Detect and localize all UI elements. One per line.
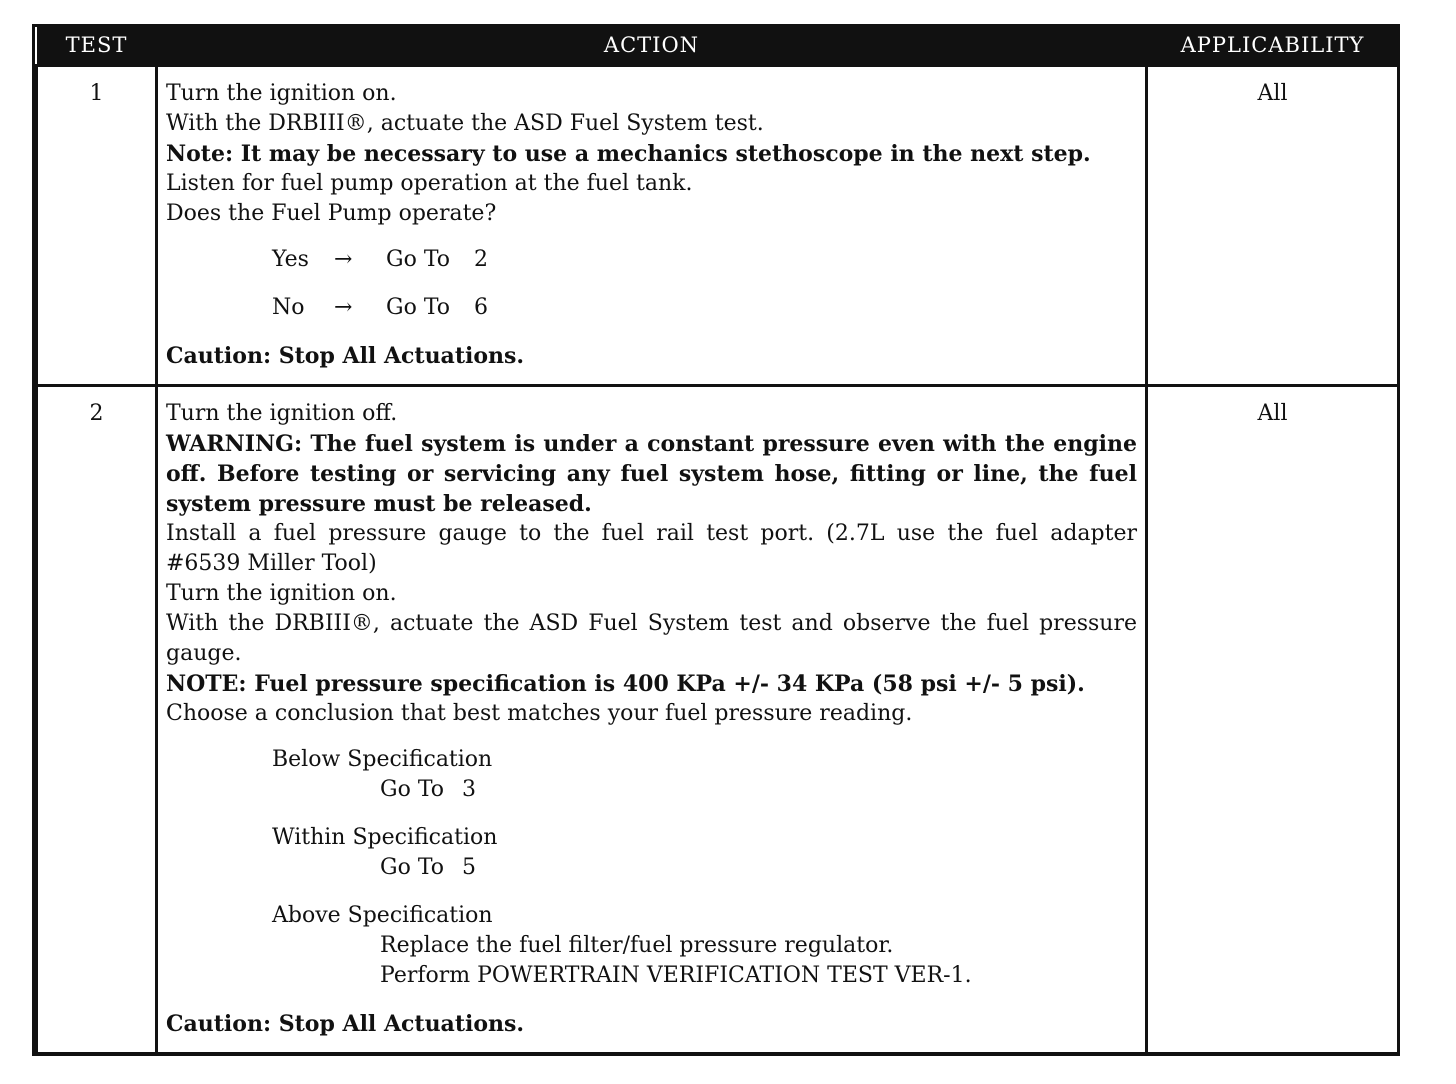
choice-target: 3 [462,776,477,802]
conclusion-step: Replace the fuel filter/fuel pressure regulator. [380,932,894,958]
action-line: Turn the ignition off. [166,400,398,426]
choice-no [272,293,1137,323]
choice-answer: Yes [272,246,309,272]
choice-yes [272,245,1137,275]
conclusion-step: Perform POWERTRAIN VERIFICATION TEST VER-1. [380,962,972,988]
table-header-row [37,27,1399,65]
table-row-test-1 [37,65,1399,385]
conclusion-goto [272,853,1137,883]
choice-list [166,245,1137,323]
choice-goto: Go To [380,776,445,802]
action-cell [157,385,1147,1053]
action-line: With the DRBIII®, actuate the ASD Fuel System test. [166,110,764,136]
choice-goto: Go To [386,294,451,320]
action-line: Listen for fuel pump operation at the fuel tank. [166,170,693,196]
header-applicability: APPLICABILITY [1180,33,1365,58]
choice-answer: No [272,294,305,320]
action-warning: WARNING: The fuel system is under a constant pressure even with the engine off. Before testing or servicing any fuel system hose, fitting or line, the fuel system pressure must be released. [166,430,1137,517]
test-number-cell [37,65,157,385]
header-action: ACTION [603,33,700,58]
conclusion-below [272,745,1137,805]
caution-text: Caution: Stop All Actuations. [166,1010,525,1037]
action-line: Turn the ignition on. [166,80,397,106]
choice-goto: Go To [386,246,451,272]
applicability-value: All [1257,80,1288,106]
conclusion-list [166,745,1137,991]
action-line: Choose a conclusion that best matches your fuel pressure reading. [166,700,913,726]
conclusion-title: Within Specification [272,824,498,850]
conclusion-within [272,823,1137,883]
action-line: With the DRBIII®, actuate the ASD Fuel System test and observe the fuel pressure gauge. [166,610,1137,666]
applicability-cell [1147,385,1399,1053]
choice-goto: Go To [380,854,445,880]
action-note: NOTE: Fuel pressure specification is 400 KPa +/- 34 KPa (58 psi +/- 5 psi). [166,670,1085,697]
diagnostic-table-sheet [32,24,1400,1056]
applicability-value: All [1257,400,1288,426]
test-number: 2 [89,400,104,426]
action-line: Turn the ignition on. [166,580,397,606]
test-number: 1 [89,80,104,106]
caution-text: Caution: Stop All Actuations. [166,342,525,369]
conclusion-title: Below Specification [272,746,493,772]
conclusion-title: Above Specification [272,902,493,928]
choice-target: 2 [474,246,488,272]
test-number-cell [37,385,157,1053]
action-cell [157,65,1147,385]
table-row-test-2 [37,385,1399,1053]
applicability-cell [1147,65,1399,385]
choice-target: 5 [462,854,477,880]
choice-target: 6 [474,294,488,320]
header-test: TEST [65,33,128,58]
conclusion-above [272,901,1137,991]
action-question: Does the Fuel Pump operate? [166,200,497,226]
conclusion-goto [272,775,1137,805]
diagnostic-test-table [35,27,1400,1055]
action-note: Note: It may be necessary to use a mechanics stethoscope in the next step. [166,140,1091,167]
arrow-right-icon: → [334,294,353,320]
action-line: Install a fuel pressure gauge to the fuel rail test port. (2.7L use the fuel adapter #6539 Miller Tool) [166,520,1137,576]
arrow-right-icon: → [334,246,353,272]
